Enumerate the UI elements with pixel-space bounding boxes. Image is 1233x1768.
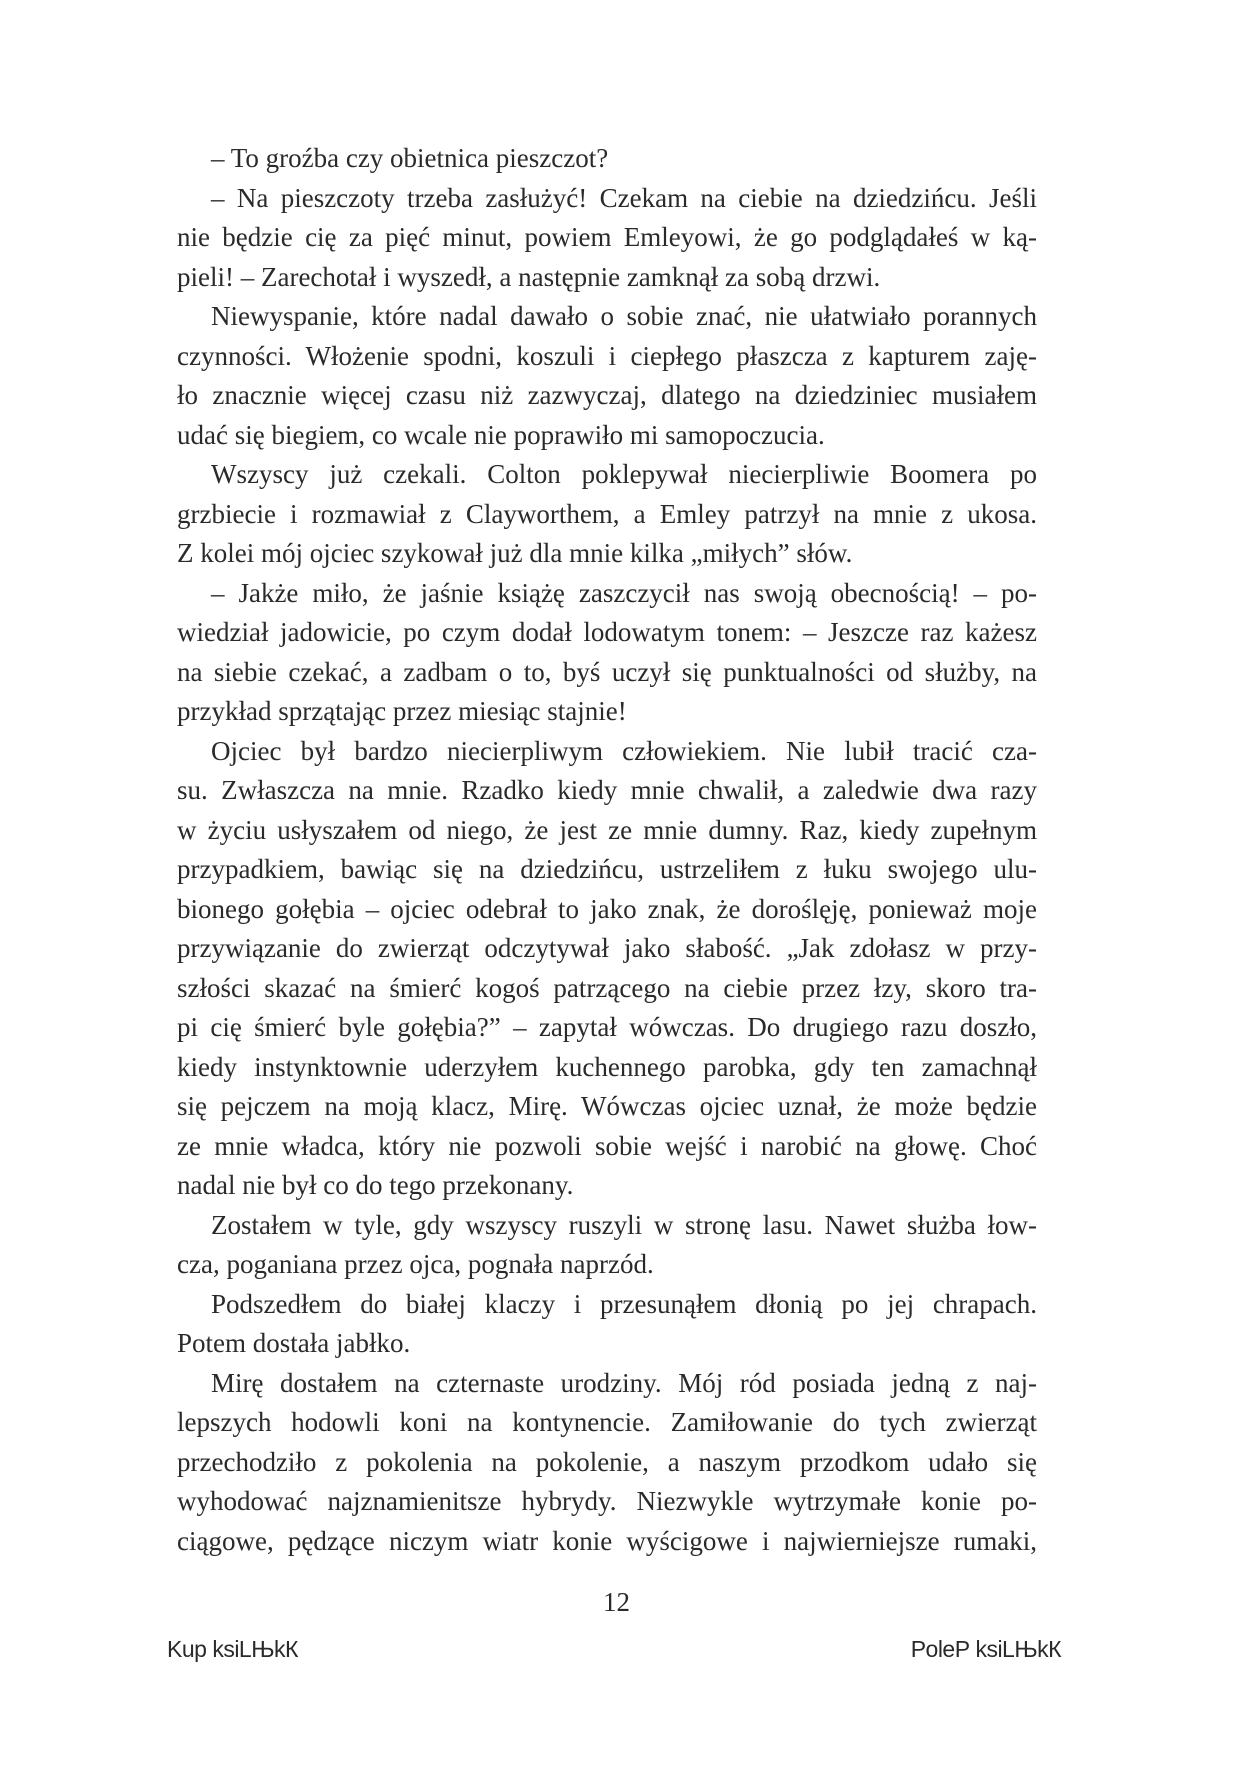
text-line: su. Zwłaszcza na mnie. Rzadko kiedy mnie chwalił, a zaledwie dwa razy (177, 775, 1037, 805)
text-line: nie będzie cię za pięć minut, powiem Emleyowi, że go podglądałeś w ką- (177, 222, 1037, 252)
text-line: – Jakże miło, że jaśnie książę zaszczycił nas swoją obecnością! – po- (211, 577, 1037, 608)
text-line: Niewyspanie, które nadal dawało o sobie znać, nie ułatwiało porannych (211, 301, 1037, 331)
text-line: Z kolei mój ojciec szykował już dla mnie kilka „miłych” słów. (177, 538, 853, 568)
text-line: pieli! – Zarechotał i wyszedł, a następnie zamknął za sobą drzwi. (177, 261, 881, 292)
text-line: bionego gołębia – ojciec odebrał to jako znak, że doroślęję, ponieważ moje (177, 893, 1037, 924)
text-line: się pejczem na moją klacz, Mirę. Wówczas ojciec uznał, że może będzie (177, 1091, 1037, 1121)
text-line: przykład sprzątając przez miesiąc stajnie! (177, 696, 627, 726)
text-line: ze mnie władca, który nie pozwoli sobie wejść i narobić na głowę. Choć (177, 1130, 1037, 1161)
text-line: nadal nie był co do tego przekonany. (177, 1170, 574, 1200)
text-line: w życiu usłyszałem od niego, że jest ze mnie dumny. Raz, kiedy zupełnym (177, 814, 1037, 845)
text-line: Mirę dostałem na czternaste urodziny. Mój ród posiada jedną z naj- (211, 1367, 1037, 1398)
text-line: czynności. Włożenie spodni, koszuli i ciepłego płaszcza z kapturem zaję- (177, 340, 1037, 371)
text-line: – Na pieszczoty trzeba zasłużyć! Czekam na ciebie na dziedzińcu. Jeśli (211, 182, 1037, 213)
text-line: wyhodować najznamienitsze hybrydy. Niezwykle wytrzymałe konie po- (177, 1486, 1037, 1516)
text-line: Wszyscy już czekali. Colton poklepywał niecierpliwie Boomera po (211, 459, 1037, 489)
text-line: pi cię śmierć byle gołębia?” – zapytał wówczas. Do drugiego razu doszło, (177, 1012, 1037, 1042)
text-line: ciągowe, pędzące niczym wiatr konie wyścigowe i najwierniejsze rumaki, (177, 1525, 1037, 1556)
text-line: Podszedłem do białej klaczy i przesunąłem dłonią po jej chrapach. (211, 1288, 1037, 1319)
text-line: na siebie czekać, a zadbam o to, byś uczył się punktualności od służby, na (177, 656, 1037, 687)
buy-book-link[interactable]: Kup ksiLЊkК (167, 1636, 298, 1662)
text-line: – To groźba czy obietnica pieszczot? (211, 143, 609, 173)
page-body (177, 139, 1037, 1561)
text-line: Ojciec był bardzo niecierpliwym człowiekiem. Nie lubił tracić cza- (211, 735, 1037, 766)
text-line: grzbiecie i rozmawiał z Clayworthem, a Emley patrzył na mnie z ukosa. (177, 498, 1037, 529)
recommend-book-link[interactable]: PoleР ksiLЊkК (910, 1636, 1061, 1662)
page-number: 12 (603, 1587, 630, 1617)
text-line: przywiązanie do zwierząt odczytywał jako słabość. „Jak zdołasz w przy- (177, 933, 1037, 963)
text-line: cza, poganiana przez ojca, pognała naprzód. (177, 1249, 654, 1279)
text-line: Potem dostała jabłko. (177, 1328, 411, 1358)
text-line: przechodziło z pokolenia na pokolenie, a naszym przodkom udało się (177, 1446, 1037, 1477)
text-line: Zostałem w tyle, gdy wszyscy ruszyli w stronę lasu. Nawet służba łow- (211, 1209, 1037, 1240)
text-line: wiedział jadowicie, po czym dodał lodowatym tonem: – Jeszcze raz każesz (177, 617, 1037, 647)
text-line: przypadkiem, bawiąc się na dziedzińcu, ustrzeliłem z łuku swojego ulu- (177, 854, 1037, 884)
text-line: lepszych hodowli koni na kontynencie. Zamiłowanie do tych zwierząt (177, 1407, 1037, 1437)
text-line: szłości skazać na śmierć kogoś patrzącego na ciebie przez łzy, skoro tra- (177, 972, 1037, 1003)
text-line: udać się biegiem, co wcale nie poprawiło mi samopoczucia. (177, 419, 825, 450)
text-line: ło znacznie więcej czasu niż zazwyczaj, dlatego na dziedziniec musiałem (177, 380, 1037, 410)
text-line: kiedy instynktownie uderzyłem kuchennego parobka, gdy ten zamachnął (177, 1051, 1037, 1082)
